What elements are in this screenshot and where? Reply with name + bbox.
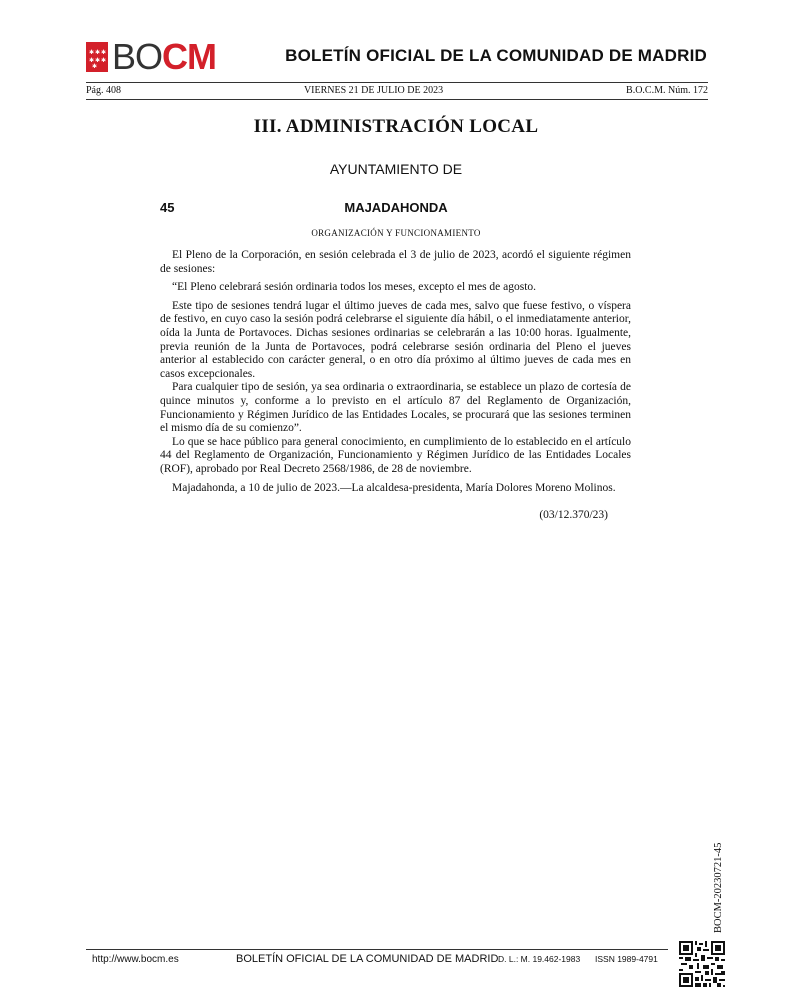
paragraph: Para cualquier tipo de sesión, ya sea ordinaria o extraordinaria, se establece un plazo de cortesía de quince minutos y, conforme a lo previsto en el artículo 87 del Reglamento de Organización, Funcionamiento y Régimen Jurídico de las Entidades Locales, se procurará que las sesiones terminen el mismo día de su comienzo”. [160,381,631,435]
footer-bulletin-name: BOLETÍN OFICIAL DE LA COMUNIDAD DE MADRID [236,953,499,965]
page-number: Pág. 408 [86,85,121,96]
entry-number: 45 [160,200,175,215]
organization: AYUNTAMIENTO DE [329,161,463,177]
madrid-flag-icon: ✱ ✱ ✱ ✱ ✱ ✱ ✱ [86,42,108,72]
legal-deposit: D. L.: M. 19.462-1983 [498,954,581,964]
paragraph: El Pleno de la Corporación, en sesión celebrada el 3 de julio de 2023, acordó el siguiente régimen de sesiones: [160,249,631,275]
header-meta [86,85,708,96]
municipality-name: MAJADAHONDA [344,200,448,215]
document-side-code: BOCM-20230721-45 [713,842,724,933]
header-rule-top [86,82,708,83]
reference-code: (03/12.370/23) [539,509,608,521]
section-title: III. ADMINISTRACIÓN LOCAL [253,116,539,137]
logo-wordmark: BOCM [112,36,217,77]
qr-code-icon [679,941,725,987]
issn: ISSN 1989-4791 [595,954,658,964]
issue-date: VIERNES 21 DE JULIO DE 2023 [303,85,444,96]
footer-rule [86,949,668,950]
bulletin-title: BOLETÍN OFICIAL DE LA COMUNIDAD DE MADRID [285,46,707,65]
bocm-logo [86,36,217,77]
paragraph: Lo que se hace público para general conocimiento, en cumplimiento de lo establecido en el artículo 44 del Reglamento de Organización, Funcionamiento y Régimen Jurídico de las Entidades Locales (ROF), aprobado por Real Decreto 2568/1986, de 28 de noviembre. [160,435,631,475]
paragraph: “El Pleno celebrará sesión ordinaria todos los meses, excepto el mes de agosto. [172,281,537,294]
header-rule-bottom [86,99,708,100]
document-body [160,249,631,500]
paragraph: Este tipo de sesiones tendrá lugar el último jueves de cada mes, salvo que fuese festivo, o víspera de festivo, en cuyo caso la sesión podrá celebrarse el siguiente día hábil, o el inmediatamente anterior, oída la Junta de Portavoces. Dichas sesiones ordinarias se celebrarán a las 10:00 horas. Igualmente, previa reunión de la Junta de Portavoces, podrá celebrarse sesión ordinaria del Pleno el jueves anterior al establecido con carácter general, o en otro día próximo al último jueves de cada mes en casos excepcionales. [160,299,631,380]
signature-paragraph: Majadahonda, a 10 de julio de 2023.—La alcaldesa-presidenta, María Dolores Moreno Molinos. [172,481,616,494]
subject-heading: ORGANIZACIÓN Y FUNCIONAMIENTO [311,228,481,238]
footer-url-link[interactable]: http://www.bocm.es [92,954,179,965]
issue-number: B.O.C.M. Núm. 172 [626,85,708,96]
